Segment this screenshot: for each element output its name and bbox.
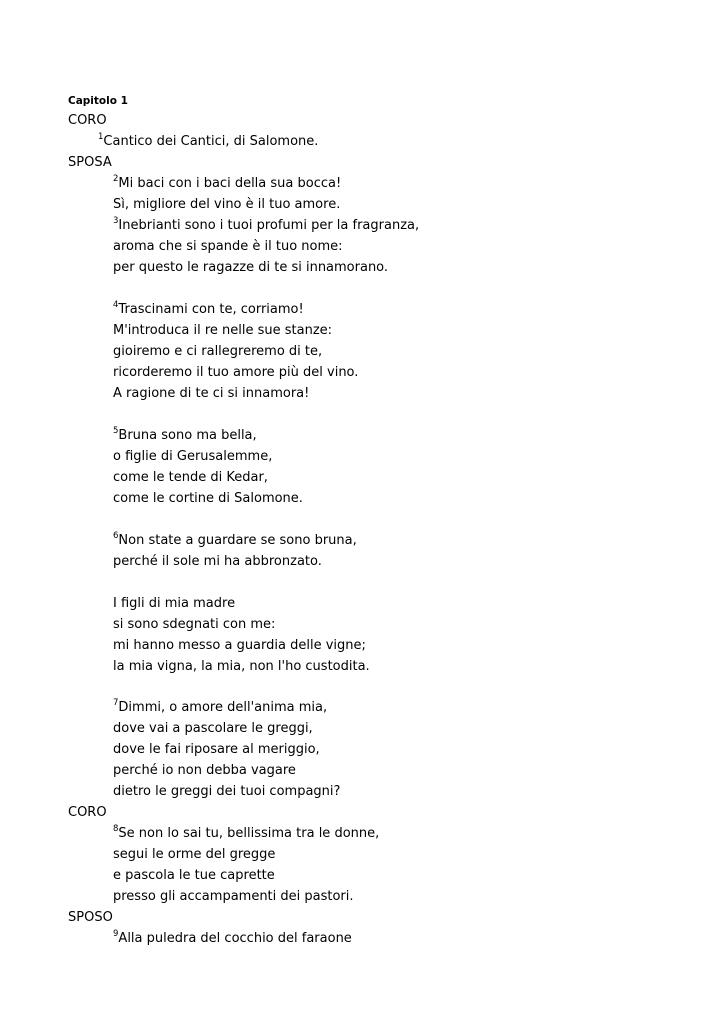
verse-line: I figli di mia madre	[113, 596, 236, 611]
verse-number: 7	[113, 697, 119, 708]
verse-number: 6	[113, 530, 119, 541]
verse-number: 8	[113, 823, 119, 834]
verse-text: Non state a guardare se sono bruna,	[118, 533, 357, 548]
speaker-label: SPOSO	[68, 910, 113, 925]
speaker-label: SPOSA	[68, 155, 112, 170]
verse-line	[113, 427, 257, 445]
verse-line: aroma che si spande è il tuo nome:	[113, 239, 343, 254]
verse-text: Alla puledra del cocchio del faraone	[118, 931, 352, 946]
verse-line: si sono sdegnati con me:	[113, 617, 276, 632]
verse-line: dove vai a pascolare le greggi,	[113, 721, 313, 736]
verse-line: Sì, migliore del vino è il tuo amore.	[113, 197, 341, 212]
verse-number: 1	[98, 131, 104, 142]
verse-line	[113, 825, 379, 843]
verse-text: Trascinami con te, corriamo!	[118, 302, 304, 317]
verse-text: Inebrianti sono i tuoi profumi per la fragranza,	[118, 218, 420, 233]
verse-line: perché io non debba vagare	[113, 763, 296, 778]
verse-line: dietro le greggi dei tuoi compagni?	[113, 784, 341, 799]
verse-line: segui le orme del gregge	[113, 847, 276, 862]
verse-line	[113, 930, 352, 948]
verse-line: dove le fai riposare al meriggio,	[113, 742, 320, 757]
verse-number: 5	[113, 425, 119, 436]
verse-line: A ragione di te ci si innamora!	[113, 386, 310, 401]
verse-line: come le cortine di Salomone.	[113, 491, 303, 506]
verse-line	[113, 301, 304, 319]
verse-line: M'introduca il re nelle sue stanze:	[113, 323, 333, 338]
verse-text: Mi baci con i baci della sua bocca!	[118, 176, 342, 191]
chapter-title: Capitolo 1	[68, 95, 128, 107]
speaker-label: CORO	[68, 805, 107, 820]
verse-line	[98, 133, 318, 151]
verse-line: e pascola le tue caprette	[113, 868, 275, 883]
verse-line: perché il sole mi ha abbronzato.	[113, 554, 322, 569]
verse-line: la mia vigna, la mia, non l'ho custodita.	[113, 659, 370, 674]
verse-line	[113, 532, 357, 550]
verse-text: Bruna sono ma bella,	[118, 428, 257, 443]
verse-line	[113, 175, 341, 193]
verse-text: Dimmi, o amore dell'anima mia,	[118, 700, 328, 715]
verse-line: o figlie di Gerusalemme,	[113, 449, 273, 464]
verse-line: ricorderemo il tuo amore più del vino.	[113, 365, 359, 380]
verse-number: 3	[113, 215, 119, 226]
verse-line: presso gli accampamenti dei pastori.	[113, 889, 354, 904]
verse-line: per questo le ragazze di te si innamorano.	[113, 260, 389, 275]
verse-line: mi hanno messo a guardia delle vigne;	[113, 638, 366, 653]
verse-text: Se non lo sai tu, bellissima tra le donne,	[118, 826, 380, 841]
verse-text: Cantico dei Cantici, di Salomone.	[103, 134, 319, 149]
verse-number: 2	[113, 173, 119, 184]
verse-line: come le tende di Kedar,	[113, 470, 268, 485]
speaker-label: CORO	[68, 113, 107, 128]
verse-number: 9	[113, 928, 119, 939]
verse-number: 4	[113, 299, 119, 310]
verse-line	[113, 217, 419, 235]
verse-line	[113, 699, 327, 717]
verse-line: gioiremo e ci rallegreremo di te,	[113, 344, 323, 359]
